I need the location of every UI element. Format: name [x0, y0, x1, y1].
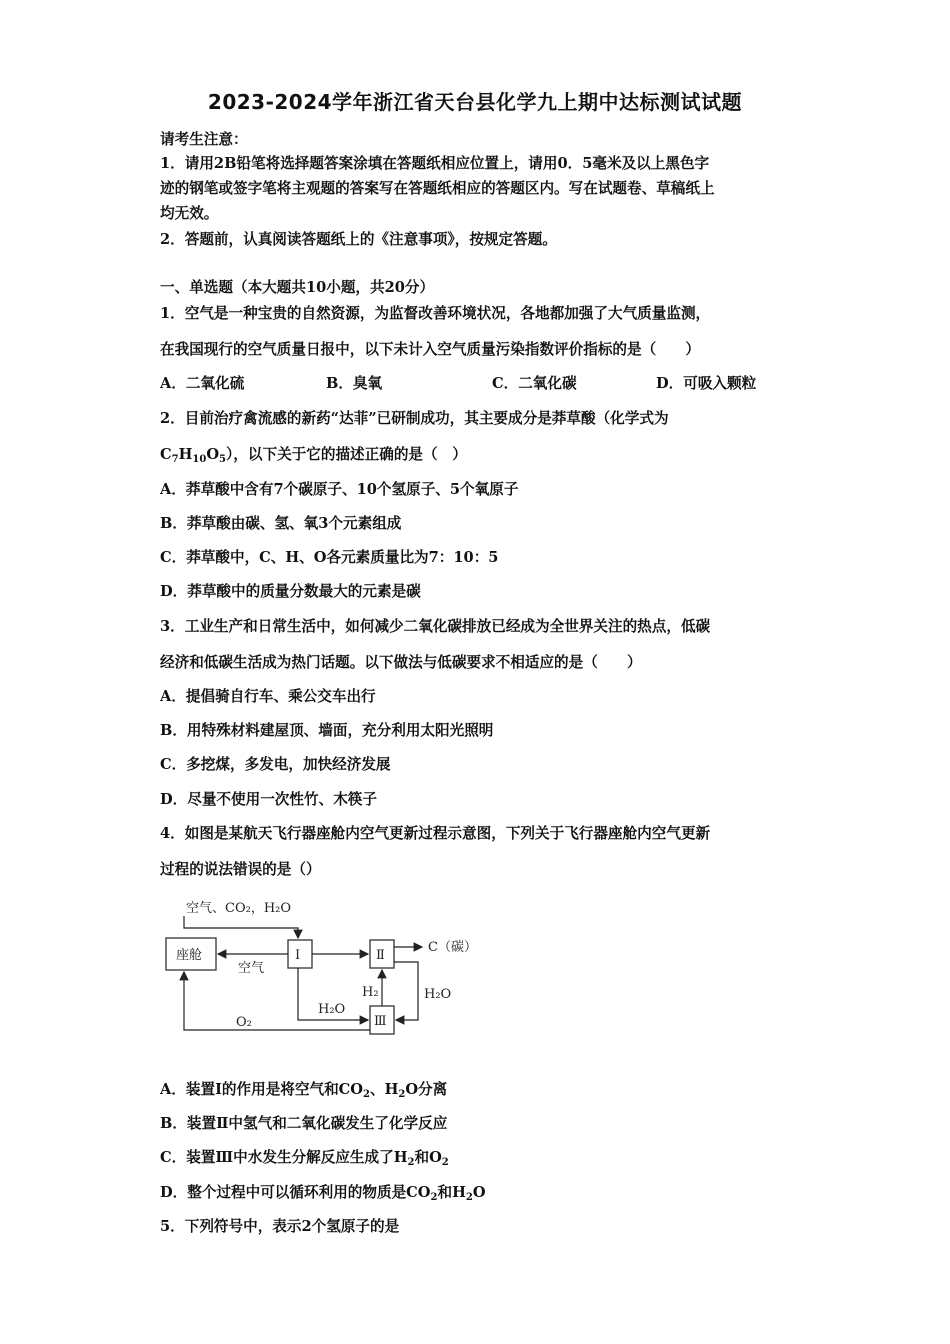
- question-stem: 2．目前治疗禽流感的新药“达菲”已研制成功，其主要成分是莽草酸（化学式为: [160, 410, 669, 427]
- question-stem: 在我国现行的空气质量日报中，以下未计入空气质量污染指数评价指标的是（ ）: [160, 341, 700, 358]
- question-stem: 5．下列符号中，表示2个氢原子的是: [160, 1218, 400, 1235]
- formula-element: C: [160, 446, 172, 463]
- option-text: O分离: [405, 1081, 448, 1098]
- o2-label: O₂: [236, 1015, 252, 1030]
- formula-subscript: 10: [192, 454, 207, 465]
- formula-subscript: 7: [171, 454, 179, 465]
- air-renewal-diagram: [158, 888, 498, 1048]
- h2o-right-label: H₂O: [424, 987, 452, 1002]
- question-stem: 4．如图是某航天飞行器座舱内空气更新过程示意图，下列关于飞行器座舱内空气更新: [160, 825, 711, 842]
- option-b: B．臭氧: [326, 375, 383, 392]
- option-text: O: [472, 1184, 486, 1201]
- formula-subscript: 2: [398, 1089, 406, 1100]
- input-label: 空气、CO₂，H₂O: [186, 901, 292, 916]
- option-c: C．多挖煤，多发电，加快经济发展: [160, 756, 391, 773]
- option-c: C．二氧化碳: [492, 375, 577, 392]
- notice-line: 均无效。: [160, 205, 219, 222]
- option-text: 和H: [437, 1184, 466, 1201]
- device-2-label: Ⅱ: [376, 948, 385, 963]
- page-title: 2023-2024学年浙江省天台县化学九上期中达标测试试题: [207, 90, 743, 114]
- question-stem: 1．空气是一种宝贵的自然资源，为监督改善环境状况，各地都加强了大气质量监测，: [160, 305, 711, 322]
- notice-line: 迹的钢笔或签字笔将主观题的答案写在答题纸相应的答题区内。写在试题卷、草稿纸上: [160, 180, 715, 197]
- formula-subscript: 2: [407, 1157, 415, 1168]
- question-stem: [160, 443, 467, 464]
- formula-subscript: 2: [430, 1192, 438, 1203]
- option-a: A．二氧化硫: [160, 375, 245, 392]
- option-d: D．可吸入颗粒: [656, 375, 757, 392]
- formula-subscript: 2: [363, 1089, 370, 1100]
- option-text: C．装置Ⅲ中水发生分解反应生成了H: [160, 1149, 408, 1166]
- formula-element: O: [206, 446, 220, 463]
- option-c: C．莽草酸中，C、H、O各元素质量比为7：10：5: [160, 549, 499, 566]
- option-text: D．整个过程中可以循环利用的物质是CO: [160, 1184, 431, 1201]
- input-arrow: [184, 916, 298, 938]
- formula-subscript: 2: [441, 1157, 449, 1168]
- section-heading: 一、单选题（本大题共10小题，共20分）: [160, 279, 435, 296]
- option-d: D．莽草酸中的质量分数最大的元素是碳: [160, 583, 421, 600]
- notice-line: 2．答题前，认真阅读答题纸上的《注意事项》，按规定答题。: [160, 231, 557, 248]
- cabin-label: 座舱: [176, 948, 203, 963]
- option-a: A．提倡骑自行车、乘公交车出行: [160, 688, 376, 705]
- o2-arrow: [184, 972, 370, 1030]
- air-label: 空气: [238, 961, 265, 976]
- question-stem: 3．工业生产和日常生活中，如何减少二氧化碳排放已经成为全世界关注的热点，低碳: [160, 618, 711, 635]
- option-b: B．装置Ⅱ中氢气和二氧化碳发生了化学反应: [160, 1115, 448, 1132]
- option-text: 、H: [369, 1081, 399, 1098]
- option-b: B．莽草酸由碳、氢、氧3个元素组成: [160, 515, 402, 532]
- option-d: D．尽量不使用一次性竹、木筷子: [160, 791, 377, 808]
- formula-subscript: 5: [219, 454, 226, 465]
- formula-element: H: [178, 446, 193, 463]
- h2o-mid-label: H₂O: [318, 1002, 346, 1017]
- h2o-right-arrow: [394, 962, 418, 1020]
- device-3-label: Ⅲ: [374, 1014, 387, 1029]
- option-text: A．装置Ⅰ的作用是将空气和CO: [160, 1081, 364, 1098]
- h2-label: H₂: [362, 985, 379, 1000]
- option-text: 和O: [414, 1149, 442, 1166]
- device-1-label: Ⅰ: [295, 948, 301, 963]
- option-b: B．用特殊材料建屋顶、墙面，充分利用太阳光照明: [160, 722, 494, 739]
- notice-line: 1．请用2B铅笔将选择题答案涂填在答题纸相应位置上，请用0．5毫米及以上黑色字: [160, 155, 710, 172]
- carbon-label: C（碳）: [428, 940, 477, 955]
- notice-heading: 请考生注意：: [160, 131, 248, 148]
- question-stem: 经济和低碳生活成为热门话题。以下做法与低碳要求不相适应的是（ ）: [160, 654, 642, 671]
- question-stem-rest: ），以下关于它的描述正确的是（ ）: [226, 446, 467, 463]
- option-c: [160, 1146, 449, 1167]
- question-stem: 过程的说法错误的是（）: [160, 861, 321, 878]
- option-a: [160, 1078, 447, 1099]
- option-d: [160, 1181, 486, 1202]
- formula-subscript: 2: [465, 1192, 473, 1203]
- option-a: A．莽草酸中含有7个碳原子、10个氢原子、5个氧原子: [160, 481, 519, 498]
